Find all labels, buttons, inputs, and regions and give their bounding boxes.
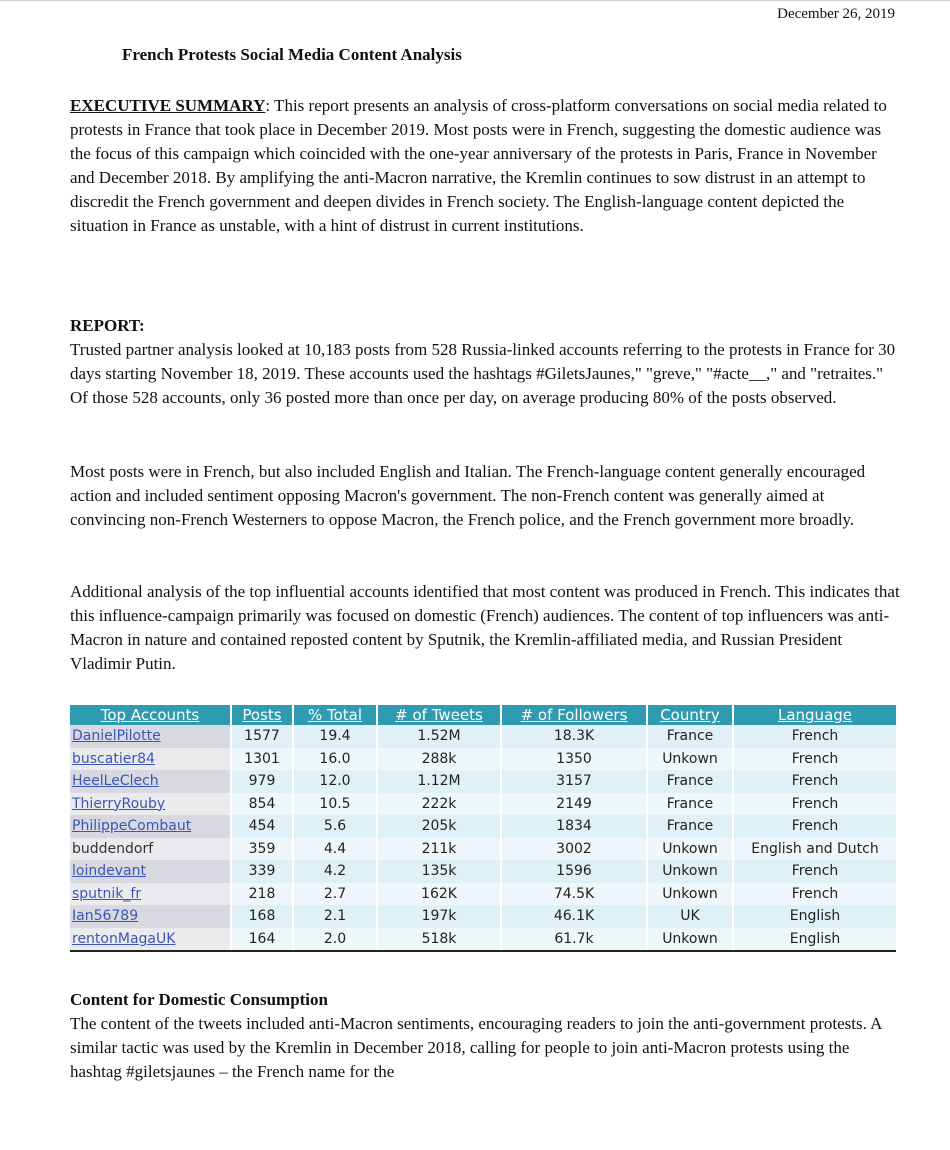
executive-summary-text: : This report presents an analysis of cross-platform conversations on social media related to protests in France that took place in December 2019. Most posts were in French, suggesting the domestic audience was the focus of this campaign which coincided with the one-year anniversary of the protests in Paris, France in November and December 2018. By amplifying the anti-Macron narrative, the Kremlin continues to sow distrust in an attempt to discredit the French government and deepen divides in French society. The English-language content depicted the situation in France as unstable, with a hint of distrust in current institutions. <box>70 96 887 235</box>
cell-account-name: buddendorf <box>70 838 231 861</box>
cell-country: Unkown <box>647 748 733 771</box>
table-header-row <box>70 705 896 725</box>
executive-summary-heading: EXECUTIVE SUMMARY <box>70 96 266 115</box>
table-row <box>70 860 896 883</box>
cell-percent-total: 12.0 <box>293 770 377 793</box>
cell-followers: 1834 <box>501 815 647 838</box>
table-row <box>70 928 896 951</box>
table-row <box>70 883 896 906</box>
col-header-country: Country <box>647 705 733 725</box>
cell-country: Unkown <box>647 928 733 951</box>
cell-posts: 1577 <box>231 725 293 748</box>
cell-tweets: 288k <box>377 748 501 771</box>
cell-posts: 979 <box>231 770 293 793</box>
report-paragraph-2: Most posts were in French, but also included English and Italian. The French-language content generally encouraged action and included sentiment opposing Macron's government. The non-French content was generally aimed at convincing non-French Westerners to oppose Macron, the French police, and the French government more broadly. <box>70 462 866 529</box>
cell-tweets: 162K <box>377 883 501 906</box>
cell-country: Unkown <box>647 860 733 883</box>
table-row <box>70 770 896 793</box>
cell-account-name[interactable]: rentonMagaUK <box>70 928 231 951</box>
cell-percent-total: 2.0 <box>293 928 377 951</box>
cell-posts: 168 <box>231 905 293 928</box>
cell-followers: 74.5K <box>501 883 647 906</box>
top-accounts-table-wrap <box>70 705 896 952</box>
report-heading: REPORT: <box>70 316 145 335</box>
cell-posts: 339 <box>231 860 293 883</box>
table-row <box>70 815 896 838</box>
cell-percent-total: 10.5 <box>293 793 377 816</box>
report-paragraph-3: Additional analysis of the top influential accounts identified that most content was produced in French. This indicates that this influence-campaign primarily was focused on domestic (French) audiences. The content of top influencers was anti-Macron in nature and contained reposted content by Sputnik, the Kremlin-affiliated media, and Russian President Vladimir Putin. <box>70 582 900 673</box>
table-row <box>70 748 896 771</box>
cell-tweets: 222k <box>377 793 501 816</box>
col-header-tweets: # of Tweets <box>377 705 501 725</box>
cell-posts: 1301 <box>231 748 293 771</box>
page-top-border <box>0 0 950 1</box>
cell-percent-total: 19.4 <box>293 725 377 748</box>
cell-account-name[interactable]: HeelLeClech <box>70 770 231 793</box>
cell-language: French <box>733 770 896 793</box>
domestic-text: The content of the tweets included anti-Macron sentiments, encouraging readers to join the anti-government protests. A similar tactic was used by the Kremlin in December 2018, calling for people to join anti-Macron protests using the hashtag #giletsjaunes – the French name for the <box>70 1014 882 1081</box>
cell-followers: 46.1K <box>501 905 647 928</box>
cell-percent-total: 2.7 <box>293 883 377 906</box>
cell-followers: 61.7k <box>501 928 647 951</box>
cell-percent-total: 2.1 <box>293 905 377 928</box>
cell-percent-total: 5.6 <box>293 815 377 838</box>
cell-tweets: 1.52M <box>377 725 501 748</box>
cell-percent-total: 16.0 <box>293 748 377 771</box>
cell-language: French <box>733 793 896 816</box>
cell-account-name[interactable]: DanielPilotte <box>70 725 231 748</box>
col-header-posts: Posts <box>231 705 293 725</box>
cell-followers: 1596 <box>501 860 647 883</box>
report-title: French Protests Social Media Content Analysis <box>122 45 462 64</box>
cell-percent-total: 4.2 <box>293 860 377 883</box>
cell-tweets: 205k <box>377 815 501 838</box>
cell-country: Unkown <box>647 838 733 861</box>
cell-country: Unkown <box>647 883 733 906</box>
col-header-language: Language <box>733 705 896 725</box>
table-row <box>70 905 896 928</box>
table-bottom-rule <box>70 950 896 952</box>
cell-language: French <box>733 860 896 883</box>
cell-account-name[interactable]: loindevant <box>70 860 231 883</box>
report-date: December 26, 2019 <box>777 6 895 22</box>
cell-account-name[interactable]: Ian56789 <box>70 905 231 928</box>
col-header-percent-total: % Total <box>293 705 377 725</box>
cell-country: France <box>647 793 733 816</box>
cell-posts: 164 <box>231 928 293 951</box>
cell-tweets: 135k <box>377 860 501 883</box>
cell-followers: 18.3K <box>501 725 647 748</box>
col-header-followers: # of Followers <box>501 705 647 725</box>
cell-account-name[interactable]: PhilippeCombaut <box>70 815 231 838</box>
cell-country: France <box>647 725 733 748</box>
cell-country: UK <box>647 905 733 928</box>
cell-tweets: 1.12M <box>377 770 501 793</box>
cell-country: France <box>647 770 733 793</box>
top-accounts-table <box>70 705 896 950</box>
domestic-heading: Content for Domestic Consumption <box>70 990 328 1009</box>
cell-posts: 359 <box>231 838 293 861</box>
table-row <box>70 838 896 861</box>
cell-followers: 1350 <box>501 748 647 771</box>
cell-language: French <box>733 883 896 906</box>
cell-language: English <box>733 905 896 928</box>
cell-language: French <box>733 725 896 748</box>
cell-posts: 854 <box>231 793 293 816</box>
cell-account-name[interactable]: buscatier84 <box>70 748 231 771</box>
cell-posts: 218 <box>231 883 293 906</box>
cell-account-name[interactable]: sputnik_fr <box>70 883 231 906</box>
cell-language: English and Dutch <box>733 838 896 861</box>
cell-country: France <box>647 815 733 838</box>
executive-summary <box>70 94 900 238</box>
table-row <box>70 725 896 748</box>
cell-language: French <box>733 748 896 771</box>
col-header-top-accounts: Top Accounts <box>70 705 231 725</box>
cell-language: English <box>733 928 896 951</box>
report-paragraph-1: Trusted partner analysis looked at 10,183 posts from 528 Russia-linked accounts referring to the protests in France for 30 days starting November 18, 2019. These accounts used the hashtags #GiletsJaunes," "greve," "#acte__," and "retraites." Of those 528 accounts, only 36 posted more than once per day, on average producing 80% of the posts observed. <box>70 340 896 407</box>
cell-language: French <box>733 815 896 838</box>
cell-tweets: 197k <box>377 905 501 928</box>
cell-account-name[interactable]: ThierryRouby <box>70 793 231 816</box>
cell-followers: 3157 <box>501 770 647 793</box>
cell-followers: 2149 <box>501 793 647 816</box>
cell-tweets: 518k <box>377 928 501 951</box>
cell-tweets: 211k <box>377 838 501 861</box>
cell-percent-total: 4.4 <box>293 838 377 861</box>
cell-followers: 3002 <box>501 838 647 861</box>
table-row <box>70 793 896 816</box>
cell-posts: 454 <box>231 815 293 838</box>
